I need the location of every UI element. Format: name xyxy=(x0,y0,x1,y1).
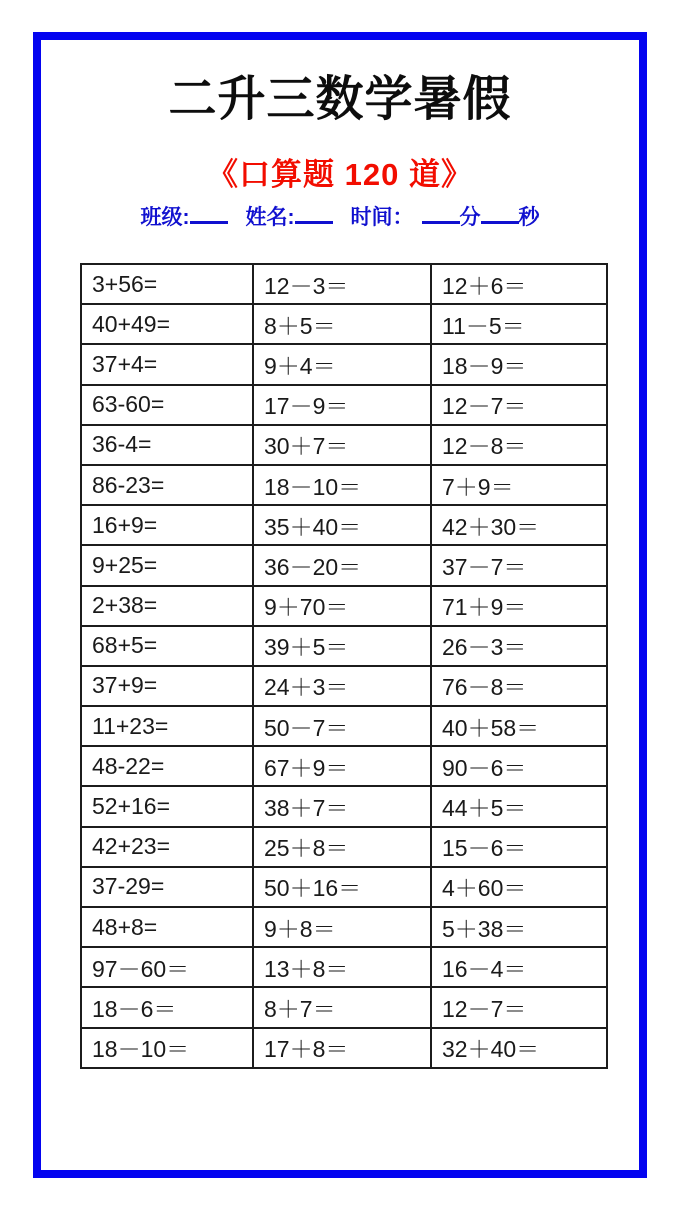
student-info-line xyxy=(0,201,680,231)
problem-cell: 16－4＝ xyxy=(431,947,607,987)
problem-cell: 35＋40＝ xyxy=(253,505,431,545)
problem-cell: 36-4= xyxy=(81,425,253,465)
problem-cell: 24＋3＝ xyxy=(253,666,431,706)
problem-cell: 18－10＝ xyxy=(81,1028,253,1068)
problem-cell: 13＋8＝ xyxy=(253,947,431,987)
class-blank xyxy=(190,208,228,224)
problem-cell: 40+49= xyxy=(81,304,253,344)
problem-cell: 68+5= xyxy=(81,626,253,666)
page-subtitle: 《口算题 120 道》 xyxy=(207,157,473,192)
problem-cell: 86-23= xyxy=(81,465,253,505)
problem-cell: 76－8＝ xyxy=(431,666,607,706)
problem-cell: 18－9＝ xyxy=(431,344,607,384)
page-title: 二升三数学暑假 xyxy=(168,73,512,126)
problem-cell: 26－3＝ xyxy=(431,626,607,666)
problem-cell: 37+9= xyxy=(81,666,253,706)
problem-cell: 5＋38＝ xyxy=(431,907,607,947)
problem-cell: 37-29= xyxy=(81,867,253,907)
table-row xyxy=(81,586,607,626)
name-label: 姓名: xyxy=(245,206,295,229)
table-row xyxy=(81,666,607,706)
problem-cell: 7＋9＝ xyxy=(431,465,607,505)
problem-cell: 9＋8＝ xyxy=(253,907,431,947)
problem-cell: 42+23= xyxy=(81,827,253,867)
problem-cell: 17＋8＝ xyxy=(253,1028,431,1068)
problem-cell: 38＋7＝ xyxy=(253,786,431,826)
problem-cell: 50－7＝ xyxy=(253,706,431,746)
problem-cell: 48-22= xyxy=(81,746,253,786)
table-row xyxy=(81,264,607,304)
problem-cell: 32＋40＝ xyxy=(431,1028,607,1068)
problems-table xyxy=(80,263,608,1069)
problem-cell: 15－6＝ xyxy=(431,827,607,867)
table-row xyxy=(81,867,607,907)
table-row xyxy=(81,344,607,384)
problem-cell: 30＋7＝ xyxy=(253,425,431,465)
seconds-blank xyxy=(481,208,519,224)
table-row xyxy=(81,947,607,987)
problem-cell: 63-60= xyxy=(81,385,253,425)
problem-cell: 9＋4＝ xyxy=(253,344,431,384)
problem-cell: 12－8＝ xyxy=(431,425,607,465)
problem-cell: 36－20＝ xyxy=(253,545,431,585)
problem-cell: 3+56= xyxy=(81,264,253,304)
problem-cell: 44＋5＝ xyxy=(431,786,607,826)
problem-cell: 16+9= xyxy=(81,505,253,545)
table-row xyxy=(81,827,607,867)
problem-cell: 37－7＝ xyxy=(431,545,607,585)
table-row xyxy=(81,626,607,666)
problem-cell: 90－6＝ xyxy=(431,746,607,786)
problem-cell: 48+8= xyxy=(81,907,253,947)
problem-cell: 25＋8＝ xyxy=(253,827,431,867)
problem-cell: 12－7＝ xyxy=(431,385,607,425)
table-row xyxy=(81,746,607,786)
name-blank xyxy=(295,208,333,224)
problem-cell: 4＋60＝ xyxy=(431,867,607,907)
problem-cell: 9＋70＝ xyxy=(253,586,431,626)
problem-cell: 8＋7＝ xyxy=(253,987,431,1027)
table-row xyxy=(81,505,607,545)
table-row xyxy=(81,425,607,465)
table-row xyxy=(81,385,607,425)
problem-cell: 11+23= xyxy=(81,706,253,746)
problem-cell: 12－3＝ xyxy=(253,264,431,304)
table-row xyxy=(81,706,607,746)
table-row xyxy=(81,304,607,344)
problem-cell: 97－60＝ xyxy=(81,947,253,987)
table-row xyxy=(81,907,607,947)
class-label: 班级: xyxy=(140,206,190,229)
problem-cell: 2+38= xyxy=(81,586,253,626)
table-row xyxy=(81,786,607,826)
problem-cell: 37+4= xyxy=(81,344,253,384)
problem-cell: 12＋6＝ xyxy=(431,264,607,304)
problem-cell: 18－10＝ xyxy=(253,465,431,505)
problem-cell: 40＋58＝ xyxy=(431,706,607,746)
problem-cell: 52+16= xyxy=(81,786,253,826)
problem-cell: 50＋16＝ xyxy=(253,867,431,907)
table-row xyxy=(81,465,607,505)
problem-cell: 67＋9＝ xyxy=(253,746,431,786)
problem-cell: 42＋30＝ xyxy=(431,505,607,545)
problem-cell: 17－9＝ xyxy=(253,385,431,425)
table-row xyxy=(81,987,607,1027)
table-row xyxy=(81,545,607,585)
problem-cell: 8＋5＝ xyxy=(253,304,431,344)
problem-cell: 9+25= xyxy=(81,545,253,585)
problem-cell: 71＋9＝ xyxy=(431,586,607,626)
seconds-unit-label: 秒 xyxy=(518,206,540,229)
table-row xyxy=(81,1028,607,1068)
problem-cell: 39＋5＝ xyxy=(253,626,431,666)
minutes-blank xyxy=(422,208,460,224)
problem-cell: 11－5＝ xyxy=(431,304,607,344)
minutes-unit-label: 分 xyxy=(459,206,481,229)
problem-cell: 18－6＝ xyxy=(81,987,253,1027)
problem-cell: 12－7＝ xyxy=(431,987,607,1027)
time-label: 时间： xyxy=(350,206,414,229)
